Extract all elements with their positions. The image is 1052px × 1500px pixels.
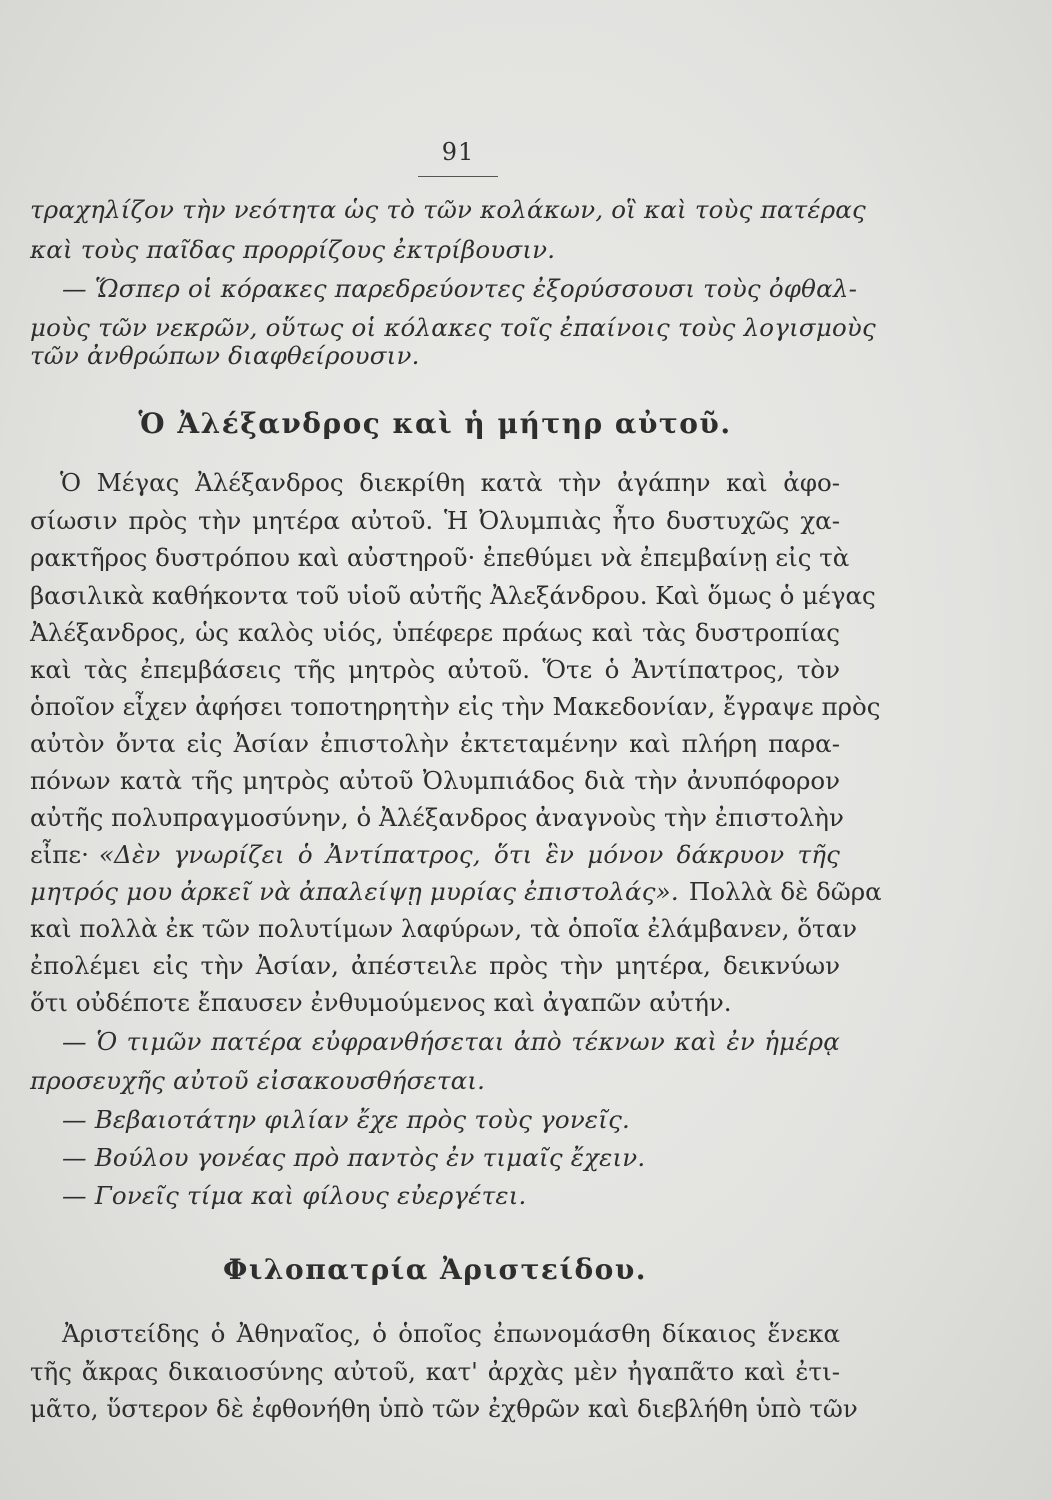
maxim-line: — Βούλου γονέας πρὸ παντὸς ἐν τιμαῖς ἔχειν. [62, 1143, 646, 1172]
text-line [30, 838, 840, 872]
text-line: τραχηλίζον τὴν νεότητα ὡς τὸ τῶν κολάκων, οἳ καὶ τοὺς πατέρας [30, 195, 866, 224]
text-line: τῶν ἀνθρώπων διαφθείρουσιν. [30, 341, 420, 370]
maxim-line: προσευχῆς αὐτοῦ εἰσακουσθήσεται. [30, 1066, 486, 1095]
text-line: καὶ τὰς ἐπεμβάσεις τῆς μητρὸς αὐτοῦ. Ὅτε ὁ Ἀντίπατρος, τὸν [30, 655, 840, 684]
page-number-rule [418, 176, 498, 177]
text-line: καὶ τοὺς παῖδας προρρίζους ἐκτρίβουσιν. [30, 235, 556, 264]
page-number: 91 [441, 138, 475, 166]
text-span: εἶπε· [30, 840, 89, 869]
section-heading: Φιλοπατρία Ἀριστείδου. [222, 1253, 648, 1286]
text-line: ὁποῖον εἶχεν ἀφήσει τοποτηρητὴν εἰς τὴν Μακεδονίαν, ἔγραψε πρὸς [30, 692, 881, 721]
text-line: ἐπολέμει εἰς τὴν Ἀσίαν, ἀπέστειλε πρὸς τὴν μητέρα, δεικνύων [30, 951, 840, 980]
text-line: Ἀλέξανδρος, ὡς καλὸς υἱός, ὑπέφερε πράως καὶ τὰς δυστροπίας [30, 618, 840, 647]
text-line: καὶ πολλὰ ἐκ τῶν πολυτίμων λαφύρων, τὰ ὁποῖα ἐλάμβανεν, ὅταν [30, 914, 858, 943]
quote-span: μητρός μου ἀρκεῖ νὰ ἀπαλείψῃ μυρίας ἐπιστολάς». [30, 877, 679, 906]
text-line: σίωσιν πρὸς τὴν μητέρα αὐτοῦ. Ἡ Ὀλυμπιὰς ἦτο δυστυχῶς χα- [30, 506, 840, 535]
text-line [30, 875, 882, 909]
maxim-line: — Βεβαιοτάτην φιλίαν ἔχε πρὸς τοὺς γονεῖς. [62, 1105, 630, 1134]
text-line: ρακτῆρος δυστρόπου καὶ αὐστηροῦ· ἐπεθύμει νὰ ἐπεμβαίνῃ εἰς τὰ [30, 543, 850, 572]
text-line: ὅτι οὐδέποτε ἔπαυσεν ἐνθυμούμενος καὶ ἀγαπῶν αὐτήν. [30, 988, 732, 1017]
text-span: Πολλὰ δὲ δῶρα [688, 877, 882, 906]
text-line: Ἀριστείδης ὁ Ἀθηναῖος, ὁ ὁποῖος ἐπωνομάσθη δίκαιος ἕνεκα [62, 1319, 840, 1348]
section-heading: Ὁ Ἀλέξανδρος καὶ ἡ μήτηρ αὐτοῦ. [138, 407, 732, 440]
text-line: αὐτῆς πολυπραγμοσύνην, ὁ Ἀλέξανδρος ἀναγνοὺς τὴν ἐπιστολὴν [30, 803, 844, 832]
quote-span: «Δὲν γνωρίζει ὁ Ἀντίπατρος, ὅτι ἓν μόνον δάκρυον τῆς [98, 840, 840, 869]
text-line: μοὺς τῶν νεκρῶν, οὕτως οἱ κόλακες τοῖς ἐπαίνοις τοὺς λογισμοὺς [30, 313, 876, 342]
text-line: μᾶτο, ὕστερον δὲ ἐφθονήθη ὑπὸ τῶν ἐχθρῶν καὶ διεβλήθη ὑπὸ τῶν [30, 1394, 858, 1423]
maxim-line: — Γονεῖς τίμα καὶ φίλους εὐεργέτει. [62, 1181, 527, 1210]
text-line: βασιλικὰ καθήκοντα τοῦ υἱοῦ αὐτῆς Ἀλεξάνδρου. Καὶ ὅμως ὁ μέγας [30, 581, 876, 610]
text-line: τῆς ἄκρας δικαιοσύνης αὐτοῦ, κατ' ἀρχὰς μὲν ἠγαπᾶτο καὶ ἐτι- [30, 1357, 840, 1386]
maxim-line: — Ὁ τιμῶν πατέρα εὐφρανθήσεται ἀπὸ τέκνων καὶ ἐν ἡμέρᾳ [62, 1027, 840, 1056]
text-line: — Ὥσπερ οἱ κόρακες παρεδρεύοντες ἐξορύσσουσι τοὺς ὀφθαλ- [62, 274, 858, 303]
text-line: αὐτὸν ὄντα εἰς Ἀσίαν ἐπιστολὴν ἐκτεταμένην καὶ πλήρη παρα- [30, 729, 840, 758]
text-line: πόνων κατὰ τῆς μητρὸς αὐτοῦ Ὀλυμπιάδος διὰ τὴν ἀνυπόφορον [30, 766, 840, 795]
text-line: Ὁ Μέγας Ἀλέξανδρος διεκρίθη κατὰ τὴν ἀγάπην καὶ ἀφο- [60, 468, 840, 497]
